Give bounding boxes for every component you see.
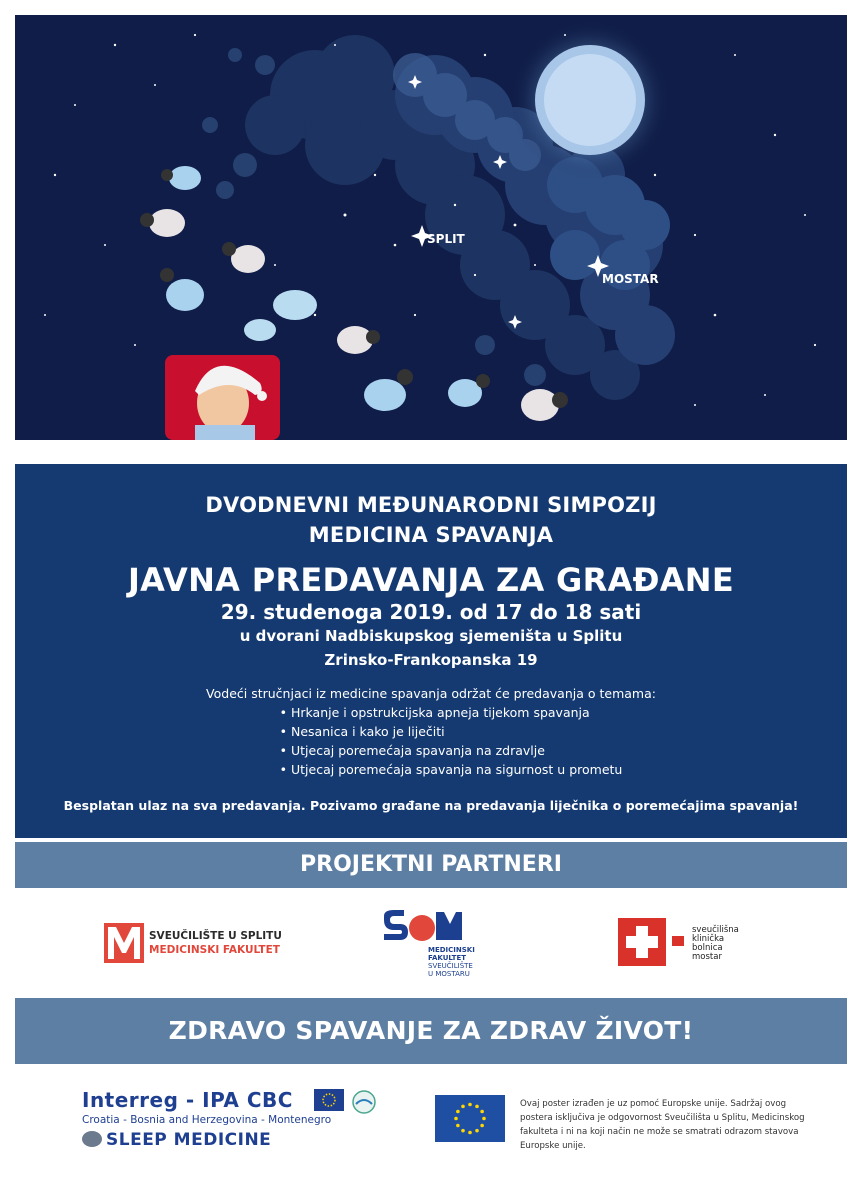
project-name-text: SLEEP MEDICINE [106, 1130, 272, 1150]
eu-star [468, 1131, 472, 1135]
event-headline: JAVNA PREDAVANJA ZA GRAĐANE [127, 561, 735, 599]
partner-split-line1: SVEUČILIŠTE U SPLITU [149, 930, 282, 942]
event-type: DVODNEVNI MEĐUNARODNI SIMPOZIJ [205, 493, 657, 517]
list-item: • Utjecaj poremećaja spavanja na sigurnost u prometu [280, 760, 623, 779]
partner-skb-line3: bolnica [692, 943, 723, 953]
topics-list [280, 703, 623, 779]
list-item: • Utjecaj poremećaja spavanja na zdravlje [280, 741, 623, 760]
split-medical-faculty-logo-icon [104, 923, 144, 963]
event-date: 29. studenoga 2019. od 17 do 18 sati [220, 600, 642, 624]
partner-skb-line1: sveučilišna [692, 925, 739, 935]
partner-sum-line2: FAKULTET [428, 954, 467, 962]
eu-star [475, 1129, 479, 1133]
eu-flag-small-icon [314, 1089, 344, 1111]
eu-star [456, 1124, 460, 1128]
interreg-logo [82, 1088, 331, 1150]
slogan-banner: ZDRAVO SPAVANJE ZA ZDRAV ŽIVOT! [15, 998, 847, 1064]
list-item: • Nesanica i kako je liječiti [280, 722, 623, 741]
hospital-cross-logo-icon [618, 918, 686, 966]
event-address: Zrinsko-Frankopanska 19 [324, 651, 538, 669]
eu-star [475, 1105, 479, 1109]
partner-logo-skb-mostar [618, 918, 758, 968]
program-emblem-icon [352, 1090, 376, 1114]
sum-logo-icon [380, 908, 464, 948]
eu-star [454, 1117, 458, 1121]
event-info-panel [15, 464, 847, 838]
project-name [82, 1130, 331, 1150]
partner-skb-line2: klinička [692, 934, 725, 944]
partner-split-line2: MEDICINSKI FAKULTET [149, 944, 280, 956]
eu-star [456, 1110, 460, 1114]
hero-illustration [15, 15, 847, 440]
eu-star [468, 1103, 472, 1107]
eu-flag-icon [435, 1095, 505, 1142]
partner-logo-sum [380, 908, 490, 980]
night-sky-illustration [15, 15, 847, 440]
event-subtitle: MEDICINA SPAVANJA [308, 523, 554, 547]
partner-sum-line1: MEDICINSKI [428, 946, 475, 954]
free-entry-note: Besplatan ulaz na sva predavanja. Pozivamo građane na predavanja liječnika o poremećajima spavanja! [63, 798, 799, 813]
eu-star [461, 1129, 465, 1133]
sleep-medicine-icon [82, 1131, 102, 1147]
eu-star [480, 1124, 484, 1128]
city-label-mostar: MOSTAR [602, 272, 659, 286]
partner-sum-line3: SVEUČILIŠTE [428, 962, 473, 970]
city-label-split: SPLIT [427, 232, 465, 246]
event-venue: u dvorani Nadbiskupskog sjemeništa u Splitu [239, 627, 623, 645]
eu-star [480, 1110, 484, 1114]
eu-star [461, 1105, 465, 1109]
partner-logo-split [104, 921, 284, 965]
sleeping-person [165, 355, 280, 440]
eu-star [482, 1117, 486, 1121]
interreg-countries: Croatia - Bosnia and Herzegovina - Montenegro [82, 1114, 332, 1126]
topics-intro: Vodeći stručnjaci iz medicine spavanja održat će predavanja o temama: [206, 686, 656, 701]
eu-disclaimer: Ovaj poster izrađen je uz pomoć Europske unije. Sadržaj ovog postera isključiva je odgovornost Sveučilišta u Splitu, Medicinskog fakulteta i ni na koji način ne može se smatrati odrazom stavova Europske unije. [520, 1099, 805, 1151]
partners-heading: PROJEKTNI PARTNERI [15, 842, 847, 888]
partner-skb-line4: mostar [692, 952, 722, 962]
partner-sum-line4: U MOSTARU [428, 970, 470, 978]
interreg-program-title: Interreg - IPA CBC [82, 1088, 293, 1112]
list-item: • Hrkanje i opstrukcijska apneja tijekom spavanja [280, 703, 623, 722]
